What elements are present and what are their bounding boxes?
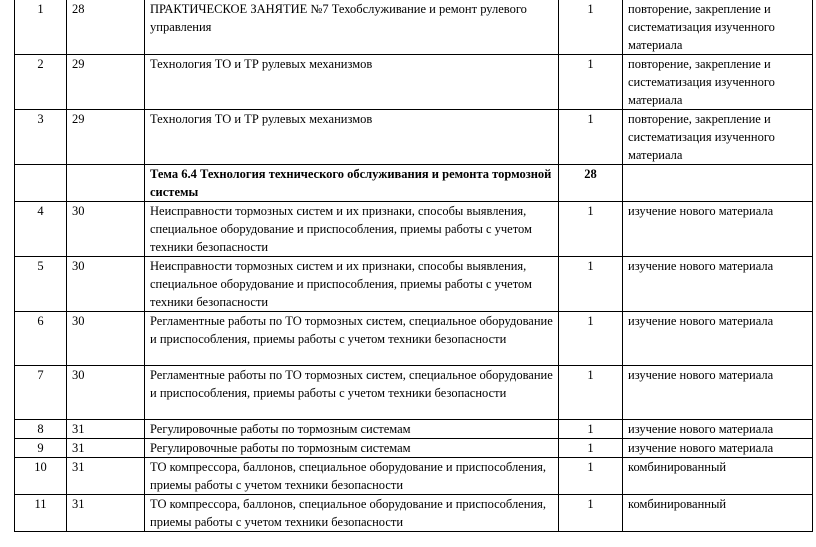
row-number: 1 [15, 0, 67, 55]
section-header-row [15, 165, 813, 202]
lesson-number: 31 [67, 458, 145, 495]
lesson-type: повторение, закрепление и систематизация изученного материала [623, 55, 813, 110]
row-number: 5 [15, 257, 67, 312]
hours-count: 1 [559, 257, 623, 312]
lesson-number: 29 [67, 110, 145, 165]
row-number: 8 [15, 420, 67, 439]
hours-count: 1 [559, 312, 623, 366]
row-number: 3 [15, 110, 67, 165]
lesson-number: 29 [67, 55, 145, 110]
lesson-type: повторение, закрепление и систематизация изученного материала [623, 110, 813, 165]
lesson-topic: Регулировочные работы по тормозным системам [145, 420, 559, 439]
lesson-type: изучение нового материала [623, 366, 813, 420]
table-row [15, 420, 813, 439]
lesson-type: изучение нового материала [623, 202, 813, 257]
hours-count: 1 [559, 202, 623, 257]
lesson-number: 31 [67, 420, 145, 439]
row-number: 6 [15, 312, 67, 366]
table-row [15, 110, 813, 165]
hours-count: 1 [559, 55, 623, 110]
lesson-type: комбинированный [623, 495, 813, 532]
table-row [15, 495, 813, 532]
lesson-type: изучение нового материала [623, 439, 813, 458]
table-row [15, 0, 813, 55]
hours-count: 1 [559, 110, 623, 165]
lesson-type: изучение нового материала [623, 257, 813, 312]
row-number: 10 [15, 458, 67, 495]
lesson-type: изучение нового материала [623, 420, 813, 439]
table-row [15, 439, 813, 458]
lesson-number: 30 [67, 257, 145, 312]
lesson-topic: Технология ТО и ТР рулевых механизмов [145, 110, 559, 165]
table-row [15, 458, 813, 495]
lesson-plan-table [14, 0, 813, 532]
row-number: 4 [15, 202, 67, 257]
row-number [15, 165, 67, 202]
lesson-number: 30 [67, 202, 145, 257]
hours-count: 1 [559, 439, 623, 458]
lesson-type: изучение нового материала [623, 312, 813, 366]
section-hours: 28 [559, 165, 623, 202]
row-number: 7 [15, 366, 67, 420]
row-number: 9 [15, 439, 67, 458]
lesson-number: 30 [67, 366, 145, 420]
lesson-number: 31 [67, 439, 145, 458]
table-row [15, 312, 813, 366]
lesson-topic: Технология ТО и ТР рулевых механизмов [145, 55, 559, 110]
lesson-topic: ПРАКТИЧЕСКОЕ ЗАНЯТИЕ №7 Техобслуживание и ремонт рулевого управления [145, 0, 559, 55]
lesson-type: комбинированный [623, 458, 813, 495]
hours-count: 1 [559, 0, 623, 55]
table-row [15, 55, 813, 110]
lesson-type [623, 165, 813, 202]
lesson-topic: ТО компрессора, баллонов, специальное оборудование и приспособления, приемы работы с учетом техники безопасности [145, 495, 559, 532]
section-title: Тема 6.4 Технология технического обслуживания и ремонта тормозной системы [145, 165, 559, 202]
table-row [15, 257, 813, 312]
lesson-topic: Неисправности тормозных систем и их признаки, способы выявления, специальное оборудование и приспособления, приемы работы с учетом техники безопасности [145, 257, 559, 312]
table-row [15, 366, 813, 420]
hours-count: 1 [559, 366, 623, 420]
lesson-topic: Неисправности тормозных систем и их признаки, способы выявления, специальное оборудование и приспособления, приемы работы с учетом техники безопасности [145, 202, 559, 257]
lesson-number: 31 [67, 495, 145, 532]
lesson-topic: ТО компрессора, баллонов, специальное оборудование и приспособления, приемы работы с учетом техники безопасности [145, 458, 559, 495]
lesson-topic: Регламентные работы по ТО тормозных систем, специальное оборудование и приспособления, приемы работы с учетом техники безопасности [145, 366, 559, 420]
row-number: 2 [15, 55, 67, 110]
lesson-number: 30 [67, 312, 145, 366]
row-number: 11 [15, 495, 67, 532]
lesson-type: повторение, закрепление и систематизация изученного материала [623, 0, 813, 55]
lesson-number [67, 165, 145, 202]
hours-count: 1 [559, 495, 623, 532]
hours-count: 1 [559, 420, 623, 439]
hours-count: 1 [559, 458, 623, 495]
lesson-topic: Регулировочные работы по тормозным системам [145, 439, 559, 458]
lesson-topic: Регламентные работы по ТО тормозных систем, специальное оборудование и приспособления, приемы работы с учетом техники безопасности [145, 312, 559, 366]
table-row [15, 202, 813, 257]
lesson-number: 28 [67, 0, 145, 55]
